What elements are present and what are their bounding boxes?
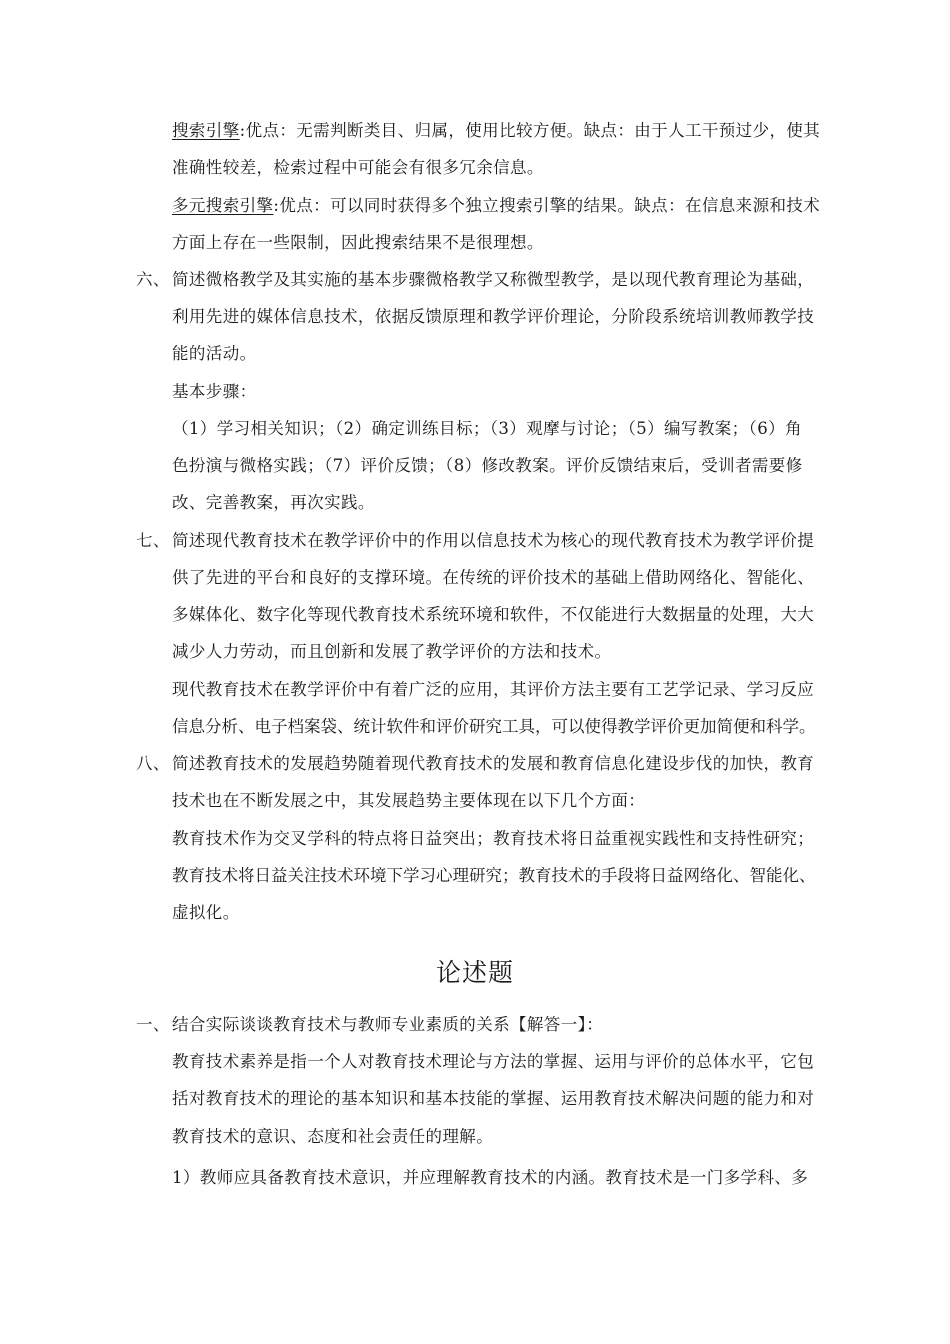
section-number: 七、 [136, 531, 170, 550]
paragraph-line [172, 195, 820, 217]
paragraph-line: 减少人力劳动，而且创新和发展了教学评价的方法和技术。 [172, 642, 612, 661]
paragraph-line: 简述教育技术的发展趋势随着现代教育技术的发展和教育信息化建设步伐的加快，教育 [172, 754, 815, 773]
line-text: :优点：可以同时获得多个独立搜索引擎的结果。缺点：在信息来源和技术 [273, 196, 821, 215]
section-number: 八、 [136, 754, 170, 773]
paragraph-line: （1）学习相关知识；（2）确定训练目标；（3）观摩与讨论；（5）编写教案；（6）角 [172, 419, 802, 438]
term-meta-search-engine: 多元搜索引擎 [172, 196, 274, 215]
paragraph-line: 教育技术将日益关注技术环境下学习心理研究；教育技术的手段将日益网络化、智能化、 [172, 866, 816, 885]
paragraph-line: 改、完善教案，再次实践。 [172, 493, 375, 512]
section-heading: 论述题 [435, 958, 514, 987]
paragraph-line: 多媒体化、数字化等现代教育技术系统环境和软件，不仅能进行大数据量的处理，大大 [172, 605, 815, 624]
section-number: 一、 [136, 1015, 170, 1034]
paragraph-line: 方面上存在一些限制，因此搜索结果不是很理想。 [172, 233, 544, 252]
term-search-engine: 搜索引擎 [172, 121, 240, 140]
paragraph-line: 准确性较差，检索过程中可能会有很多冗余信息。 [172, 158, 544, 177]
paragraph-line: 技术也在不断发展之中，其发展趋势主要体现在以下几个方面： [172, 791, 646, 810]
paragraph-line: 供了先进的平台和良好的支撑环境。在传统的评价技术的基础上借助网络化、智能化、 [172, 568, 815, 587]
paragraph-line: 教育技术素养是指一个人对教育技术理论与方法的掌握、运用与评价的总体水平，它包 [172, 1052, 815, 1071]
paragraph-line: 基本步骤： [172, 382, 257, 401]
line-text: :优点：无需判断类目、归属，使用比较方便。缺点：由于人工干预过少，使其 [239, 121, 821, 140]
paragraph-line: 括对教育技术的理论的基本知识和基本技能的掌握、运用教育技术解决问题的能力和对 [172, 1089, 815, 1108]
paragraph-line: 色扮演与微格实践；（7）评价反馈；（8）修改教案。评价反馈结束后，受训者需要修 [172, 456, 803, 475]
paragraph-line [172, 120, 820, 142]
paragraph-line: 简述微格教学及其实施的基本步骤微格教学又称微型教学，是以现代教育理论为基础， [172, 270, 815, 289]
paragraph-line: 教育技术作为交叉学科的特点将日益突出；教育技术将日益重视实践性和支持性研究； [172, 829, 815, 848]
paragraph-line: 虚拟化。 [172, 903, 240, 922]
paragraph-line: 1）教师应具备教育技术意识，并应理解教育技术的内涵。教育技术是一门多学科、多 [172, 1168, 809, 1187]
paragraph-line: 利用先进的媒体信息技术，依据反馈原理和教学评价理论，分阶段系统培训教师教学技 [172, 307, 815, 326]
paragraph-line: 信息分析、电子档案袋、统计软件和评价研究工具，可以使得教学评价更加简便和科学。 [172, 717, 816, 736]
paragraph-line: 教育技术的意识、态度和社会责任的理解。 [172, 1127, 494, 1146]
section-number: 六、 [136, 270, 170, 289]
paragraph-line: 能的活动。 [172, 344, 257, 363]
paragraph-line: 简述现代教育技术在教学评价中的作用以信息技术为核心的现代教育技术为教学评价提 [172, 531, 815, 550]
paragraph-line: 现代教育技术在教学评价中有着广泛的应用，其评价方法主要有工艺学记录、学习反应 [172, 680, 815, 699]
paragraph-line: 结合实际谈谈教育技术与教师专业素质的关系【解答一】： [172, 1015, 604, 1034]
